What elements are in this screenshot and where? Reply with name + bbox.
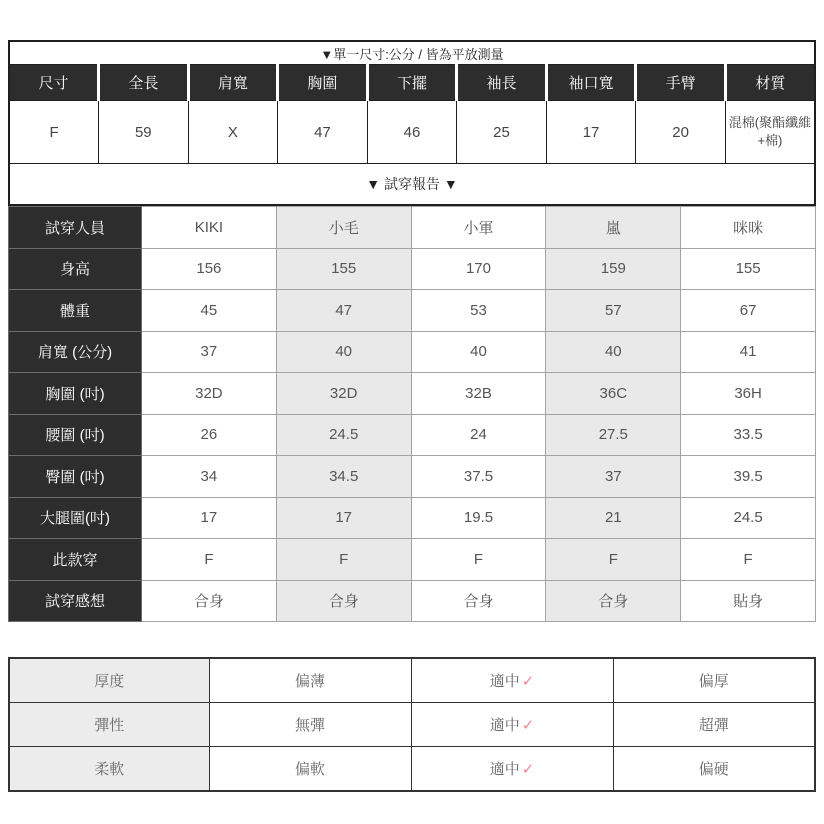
- report-row-label: 臀圍 (吋): [9, 456, 142, 498]
- section-gap: [8, 622, 816, 657]
- size-value-3: 47: [278, 101, 368, 164]
- attribute-label: 柔軟: [9, 747, 209, 792]
- report-cell: 32D: [276, 373, 411, 415]
- attribute-option: [209, 703, 411, 747]
- report-cell: 45: [142, 290, 277, 332]
- report-cell: F: [681, 539, 816, 581]
- report-cell: 合身: [546, 580, 681, 622]
- report-cell: 40: [546, 331, 681, 373]
- report-row: [9, 248, 816, 290]
- report-row-label: 身高: [9, 248, 142, 290]
- size-table-title: ▼單一尺寸:公分 / 皆為平放測量: [9, 41, 815, 65]
- attribute-option-text: 適中: [489, 761, 520, 778]
- attribute-row: [9, 703, 815, 747]
- report-row-label: 腰圍 (吋): [9, 414, 142, 456]
- attribute-row: [9, 658, 815, 703]
- report-row: [9, 456, 816, 498]
- attributes-table: [8, 657, 816, 792]
- attribute-option-text: 適中: [489, 717, 520, 734]
- report-cell: 33.5: [681, 414, 816, 456]
- report-cell: 32B: [411, 373, 546, 415]
- report-row: [9, 331, 816, 373]
- size-value-8: 混棉(聚酯纖維+棉): [725, 101, 815, 164]
- report-cell: 156: [142, 248, 277, 290]
- attribute-row: [9, 747, 815, 792]
- report-cell: 67: [681, 290, 816, 332]
- attribute-label: 彈性: [9, 703, 209, 747]
- report-cell: 24: [411, 414, 546, 456]
- attribute-option-text: 適中: [489, 673, 520, 690]
- attribute-option: [613, 703, 815, 747]
- check-icon: ✓: [521, 673, 535, 690]
- attribute-option: [209, 658, 411, 703]
- report-cell: 37: [546, 456, 681, 498]
- fitting-report-title: ▼ 試穿報告 ▼: [9, 164, 815, 206]
- report-row-label: 大腿圍(吋): [9, 497, 142, 539]
- attribute-option-text: 偏薄: [294, 673, 325, 690]
- size-table-value-row: [9, 101, 815, 164]
- report-row-label: 肩寬 (公分): [9, 331, 142, 373]
- report-cell: 41: [681, 331, 816, 373]
- report-cell: 34.5: [276, 456, 411, 498]
- report-row: [9, 580, 816, 622]
- report-cell: 27.5: [546, 414, 681, 456]
- report-cell: 37.5: [411, 456, 546, 498]
- report-cell: 57: [546, 290, 681, 332]
- report-cell: 17: [276, 497, 411, 539]
- report-cell: 40: [276, 331, 411, 373]
- report-cell: 24.5: [276, 414, 411, 456]
- report-cell: 嵐: [546, 207, 681, 249]
- check-icon: ✓: [521, 717, 535, 734]
- size-value-4: 46: [367, 101, 457, 164]
- size-header-6: 袖口寬: [546, 65, 636, 101]
- report-row-label: 試穿感想: [9, 580, 142, 622]
- size-value-5: 25: [457, 101, 547, 164]
- report-cell: 47: [276, 290, 411, 332]
- report-cell: KIKI: [142, 207, 277, 249]
- report-cell: 36H: [681, 373, 816, 415]
- report-cell: 53: [411, 290, 546, 332]
- report-cell: 貼身: [681, 580, 816, 622]
- report-cell: 155: [276, 248, 411, 290]
- attribute-option: [613, 747, 815, 792]
- report-row: [9, 539, 816, 581]
- size-header-5: 袖長: [457, 65, 547, 101]
- attribute-option-text: 超彈: [698, 717, 729, 734]
- size-value-0: F: [9, 101, 99, 164]
- report-cell: 小軍: [411, 207, 546, 249]
- attribute-option: [411, 703, 613, 747]
- report-cell: 37: [142, 331, 277, 373]
- report-cell: 咪咪: [681, 207, 816, 249]
- size-value-1: 59: [99, 101, 189, 164]
- report-cell: 19.5: [411, 497, 546, 539]
- attribute-option: [209, 747, 411, 792]
- report-cell: 36C: [546, 373, 681, 415]
- size-value-2: X: [188, 101, 278, 164]
- attribute-option-text: 無彈: [294, 717, 325, 734]
- report-cell: 合身: [276, 580, 411, 622]
- report-row-label: 試穿人員: [9, 207, 142, 249]
- attribute-option: [613, 658, 815, 703]
- size-value-7: 20: [636, 101, 726, 164]
- report-cell: 40: [411, 331, 546, 373]
- report-cell: 32D: [142, 373, 277, 415]
- report-row: [9, 290, 816, 332]
- report-row-label: 此款穿: [9, 539, 142, 581]
- report-row: [9, 414, 816, 456]
- report-row: [9, 373, 816, 415]
- report-cell: F: [142, 539, 277, 581]
- check-icon: ✓: [521, 761, 535, 778]
- size-table-header-row: [9, 65, 815, 101]
- size-header-7: 手臂: [636, 65, 726, 101]
- report-row: [9, 497, 816, 539]
- report-row: [9, 207, 816, 249]
- fitting-report-table: [8, 206, 816, 622]
- report-cell: 170: [411, 248, 546, 290]
- report-cell: 24.5: [681, 497, 816, 539]
- report-cell: 21: [546, 497, 681, 539]
- size-header-4: 下擺: [367, 65, 457, 101]
- report-cell: 159: [546, 248, 681, 290]
- attribute-label: 厚度: [9, 658, 209, 703]
- report-cell: 合身: [142, 580, 277, 622]
- report-row-label: 胸圍 (吋): [9, 373, 142, 415]
- attribute-option-text: 偏厚: [698, 673, 729, 690]
- size-header-2: 肩寬: [188, 65, 278, 101]
- report-cell: 34: [142, 456, 277, 498]
- report-cell: 17: [142, 497, 277, 539]
- attribute-option-text: 偏硬: [698, 761, 729, 778]
- attribute-option: [411, 747, 613, 792]
- size-header-0: 尺寸: [9, 65, 99, 101]
- report-cell: 155: [681, 248, 816, 290]
- size-header-8: 材質: [725, 65, 815, 101]
- attribute-option-text: 偏軟: [294, 761, 325, 778]
- report-cell: 26: [142, 414, 277, 456]
- size-table-title-row: [9, 41, 815, 65]
- report-cell: F: [411, 539, 546, 581]
- size-table: [8, 40, 816, 206]
- size-value-6: 17: [546, 101, 636, 164]
- size-header-3: 胸圍: [278, 65, 368, 101]
- fitting-report-title-row: [9, 164, 815, 206]
- size-header-1: 全長: [99, 65, 189, 101]
- report-cell: 小毛: [276, 207, 411, 249]
- attribute-option: [411, 658, 613, 703]
- report-cell: F: [546, 539, 681, 581]
- report-cell: 合身: [411, 580, 546, 622]
- report-row-label: 體重: [9, 290, 142, 332]
- report-cell: 39.5: [681, 456, 816, 498]
- report-cell: F: [276, 539, 411, 581]
